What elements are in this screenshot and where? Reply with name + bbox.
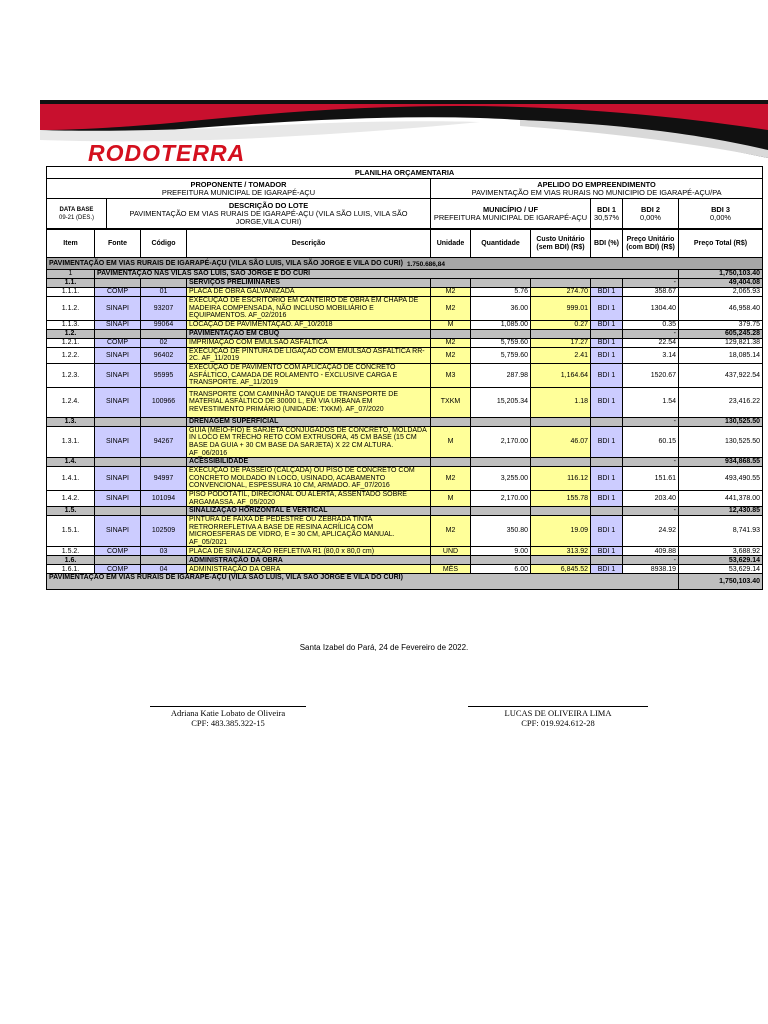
row-preco-total: 53,629.14	[679, 565, 763, 574]
row-fonte: COMP	[95, 565, 141, 574]
row-preco-unit: 0.35	[623, 320, 679, 329]
row-bdi: BDI 1	[591, 516, 623, 547]
proponente-cell: PROPONENTE / TOMADOR PREFEITURA MUNICIPAL DE IGARAPÉ-AÇU	[47, 179, 431, 199]
row-fonte: SINAPI	[95, 426, 141, 457]
row-bdi: BDI 1	[591, 467, 623, 491]
row-item: 1.3.	[47, 417, 95, 426]
row-description: EXECUÇÃO DE ESCRITÓRIO EM CANTEIRO DE OBRA EM CHAPA DE MADEIRA COMPENSADA, NÃO INCLUSO MOBILIÁRIO E EQUIPAMENTOS. AF_02/2016	[187, 297, 431, 321]
row-custo	[531, 417, 591, 426]
row-unidade: M2	[431, 288, 471, 297]
row-fonte	[95, 329, 141, 338]
table-row	[47, 297, 763, 321]
row-total: 12,430.85	[679, 507, 763, 516]
row-unidade: M3	[431, 363, 471, 387]
row-quantidade	[471, 279, 531, 288]
row-fonte: SINAPI	[95, 467, 141, 491]
row-bdi: BDI 1	[591, 338, 623, 347]
place-date: Santa Izabel do Pará, 24 de Fevereiro de 2022.	[299, 643, 469, 652]
row-item: 1.1.3.	[47, 320, 95, 329]
row-unidade	[431, 329, 471, 338]
row-item: 1.3.1.	[47, 426, 95, 457]
row-item: 1.4.2.	[47, 490, 95, 506]
row-codigo: 96402	[141, 347, 187, 363]
row-custo: 999.01	[531, 297, 591, 321]
table-row	[47, 363, 763, 387]
row-preco-unit: 1520.67	[623, 363, 679, 387]
row-unidade: M2	[431, 338, 471, 347]
row-bdi: BDI 1	[591, 347, 623, 363]
row-item: 1.2.4.	[47, 387, 95, 417]
row-fonte	[95, 507, 141, 516]
row-dash: -	[623, 556, 679, 565]
row-total: 49,404.08	[679, 279, 763, 288]
table-row	[47, 547, 763, 556]
row-fonte: SINAPI	[95, 516, 141, 547]
row-quantidade: 350.80	[471, 516, 531, 547]
row-custo: 46.07	[531, 426, 591, 457]
sheet-header	[46, 166, 763, 229]
row-description: PAVIMENTAÇÃO EM CBUQ	[187, 329, 431, 338]
row-item: 1.6.1.	[47, 565, 95, 574]
row-custo: 274.70	[531, 288, 591, 297]
row-preco-unit: 203.40	[623, 490, 679, 506]
row-fonte: SINAPI	[95, 387, 141, 417]
col-fonte: Fonte	[95, 230, 141, 258]
row-preco-unit: 1.54	[623, 387, 679, 417]
row-codigo: 94267	[141, 426, 187, 457]
row-unidade: M2	[431, 516, 471, 547]
bdi3-cell: BDI 3 0,00%	[679, 199, 763, 229]
signature-1-cpf: CPF: 483.385.322-15	[191, 718, 265, 728]
row-description: PLACA DE OBRA GALVANIZADA	[187, 288, 431, 297]
row-codigo: 03	[141, 547, 187, 556]
row-custo	[531, 556, 591, 565]
row-preco-unit: 151.61	[623, 467, 679, 491]
data-base-cell: DATA BASE 09-21 (DES.)	[47, 199, 107, 229]
main-item-row	[47, 270, 763, 279]
row-preco-total: 23,416.22	[679, 387, 763, 417]
row-fonte: SINAPI	[95, 347, 141, 363]
section-row	[47, 279, 763, 288]
table-row	[47, 516, 763, 547]
row-preco-total: 18,085.14	[679, 347, 763, 363]
row-codigo: 02	[141, 338, 187, 347]
company-logo: RODOTERRA	[88, 140, 246, 166]
row-unidade: M2	[431, 347, 471, 363]
row-description: GUIA (MEIO-FIO) E SARJETA CONJUGADOS DE CONCRETO, MOLDADA IN LOCO EM TRECHO RETO COM EXTRUSORA, 45 CM BASE (15 CM BASE DA GUIA + 30 CM BASE DA SARJETA) X 22 CM ALTURA. AF_06/2016	[187, 426, 431, 457]
row-bdi	[591, 329, 623, 338]
row-codigo: 01	[141, 288, 187, 297]
summary-title: PAVIMENTAÇÃO EM VIAS RURAIS DE IGARAPÉ-AÇU (VILA SÃO LUIS, VILA SÃO JORGE E VILA DO CURI)	[47, 574, 679, 590]
signature-2	[468, 706, 648, 728]
col-descricao: Descrição	[187, 230, 431, 258]
row-fonte	[95, 458, 141, 467]
row-total: 53,629.14	[679, 556, 763, 565]
row-dash: -	[623, 279, 679, 288]
row-codigo: 101094	[141, 490, 187, 506]
row-item: 1.5.1.	[47, 516, 95, 547]
row-description: EXECUÇÃO DE PAVIMENTO COM APLICAÇÃO DE CONCRETO ASFÁLTICO, CAMADA DE ROLAMENTO - EXCLUSIVE CARGA E TRANSPORTE. AF_11/2019	[187, 363, 431, 387]
row-bdi	[591, 458, 623, 467]
row-item: 1.5.2.	[47, 547, 95, 556]
table-row	[47, 320, 763, 329]
row-unidade: MÊS	[431, 565, 471, 574]
row-preco-unit: 409.88	[623, 547, 679, 556]
sheet-title: PLANILHA ORÇAMENTARIA	[47, 167, 763, 179]
row-custo: 0.27	[531, 320, 591, 329]
row-description: IMPRIMAÇÃO COM EMULSÃO ASFÁLTICA	[187, 338, 431, 347]
row-description: ACESSIBILIDADE	[187, 458, 431, 467]
row-item: 1.2.3.	[47, 363, 95, 387]
row-codigo	[141, 279, 187, 288]
row-quantidade: 1,085.00	[471, 320, 531, 329]
summary-total: 1,750,103.40	[679, 574, 763, 590]
row-preco-unit: 1304.40	[623, 297, 679, 321]
row-preco-unit: 3.14	[623, 347, 679, 363]
row-item: 1	[47, 270, 95, 279]
row-fonte	[95, 417, 141, 426]
col-item: Item	[47, 230, 95, 258]
row-dash: -	[623, 417, 679, 426]
row-description: EXECUÇÃO DE PINTURA DE LIGAÇÃO COM EMULSÃO ASFÁLTICA RR-2C. AF_11/2019	[187, 347, 431, 363]
row-bdi: BDI 1	[591, 297, 623, 321]
col-quantidade: Quantidade	[471, 230, 531, 258]
row-preco-total: 3,688.92	[679, 547, 763, 556]
row-codigo: 95995	[141, 363, 187, 387]
col-codigo: Código	[141, 230, 187, 258]
row-unidade: M	[431, 320, 471, 329]
row-description: SERVIÇOS PRELIMINARES	[187, 279, 431, 288]
row-description: TRANSPORTE COM CAMINHÃO TANQUE DE TRANSPORTE DE MATERIAL ASFÁLTICO DE 30000 L, EM VIA URBANA EM REVESTIMENTO PRIMÁRIO (UNIDADE: TXKM). AF_07/2020	[187, 387, 431, 417]
bdi2-cell: BDI 2 0,00%	[623, 199, 679, 229]
row-total: 605,245.28	[679, 329, 763, 338]
budget-table	[46, 229, 763, 590]
row-custo	[531, 279, 591, 288]
row-preco-unit: 358.67	[623, 288, 679, 297]
row-unidade	[431, 556, 471, 565]
signature-2-name: LUCAS DE OLIVEIRA LIMA	[504, 708, 612, 718]
group-title: PAVIMENTAÇÃO EM VIAS RURAIS DE IGARAPÉ-AÇU (VILA SÃO LUIS, VILA SÃO JORGE E VILA DO CURI)	[49, 259, 403, 267]
row-unidade	[431, 279, 471, 288]
row-bdi	[591, 556, 623, 565]
budget-sheet	[46, 166, 762, 590]
row-quantidade: 287.98	[471, 363, 531, 387]
row-description: PISO PODOTÁTIL, DIRECIONAL OU ALERTA, ASSENTADO SOBRE ARGAMASSA. AF_05/2020	[187, 490, 431, 506]
row-custo: 1,164.64	[531, 363, 591, 387]
table-row	[47, 490, 763, 506]
row-description: SINALIZAÇÃO HORIZONTAL E VERTICAL	[187, 507, 431, 516]
apelido-cell: APELIDO DO EMPREENDIMENTO PAVIMENTAÇÃO EM VIAS RURAIS NO MUNICIPIO DE IGARAPÉ-AÇU/PA	[431, 179, 763, 199]
row-fonte: COMP	[95, 288, 141, 297]
row-custo	[531, 329, 591, 338]
row-quantidade: 9.00	[471, 547, 531, 556]
row-codigo	[141, 507, 187, 516]
row-unidade: M	[431, 490, 471, 506]
row-quantidade: 3,255.00	[471, 467, 531, 491]
row-quantidade: 5,759.60	[471, 338, 531, 347]
row-codigo: 93207	[141, 297, 187, 321]
row-custo: 155.78	[531, 490, 591, 506]
row-description: PAVIMENTAÇÃO NAS VILAS SÃO LUIS, SÃO JORGE E DO CURI	[95, 270, 679, 279]
row-bdi: BDI 1	[591, 320, 623, 329]
row-quantidade	[471, 507, 531, 516]
row-quantidade	[471, 329, 531, 338]
row-description: DRENAGEM SUPERFICIAL	[187, 417, 431, 426]
row-bdi	[591, 417, 623, 426]
row-quantidade	[471, 458, 531, 467]
row-preco-unit: 8938.19	[623, 565, 679, 574]
group-total: 1.750.686,84	[407, 261, 445, 268]
row-fonte: COMP	[95, 338, 141, 347]
table-row	[47, 426, 763, 457]
row-item: 1.1.1.	[47, 288, 95, 297]
row-description: ADMINISTRAÇÃO DA OBRA	[187, 565, 431, 574]
row-quantidade: 2,170.00	[471, 426, 531, 457]
row-fonte	[95, 556, 141, 565]
col-bdi: BDI (%)	[591, 230, 623, 258]
signature-1-name: Adriana Katie Lobato de Oliveira	[170, 708, 286, 718]
table-row	[47, 565, 763, 574]
row-custo: 1.18	[531, 387, 591, 417]
table-row	[47, 387, 763, 417]
row-unidade	[431, 507, 471, 516]
row-preco-total: 129,821.38	[679, 338, 763, 347]
row-item: 1.1.	[47, 279, 95, 288]
row-unidade	[431, 417, 471, 426]
row-codigo: 04	[141, 565, 187, 574]
row-preco-total: 2,065.93	[679, 288, 763, 297]
section-row	[47, 329, 763, 338]
row-bdi: BDI 1	[591, 426, 623, 457]
col-preco-unit: Preço Unitário (com BDI) (R$)	[623, 230, 679, 258]
column-header-row	[47, 230, 763, 258]
row-custo: 17.27	[531, 338, 591, 347]
row-preco-total: 130,525.50	[679, 426, 763, 457]
row-item: 1.1.2.	[47, 297, 95, 321]
row-preco-total: 8,741.93	[679, 516, 763, 547]
row-description: ADMINISTRAÇÃO DA OBRA	[187, 556, 431, 565]
row-custo: 2.41	[531, 347, 591, 363]
group-row	[47, 258, 763, 270]
section-row	[47, 507, 763, 516]
row-fonte	[95, 279, 141, 288]
row-description: PLACA DE SINALIZAÇÃO REFLETIVA R1 (80,0 x 80,0 cm)	[187, 547, 431, 556]
row-item: 1.2.2.	[47, 347, 95, 363]
row-unidade: UND	[431, 547, 471, 556]
section-row	[47, 458, 763, 467]
row-fonte: SINAPI	[95, 297, 141, 321]
section-row	[47, 556, 763, 565]
row-fonte: SINAPI	[95, 490, 141, 506]
row-bdi	[591, 507, 623, 516]
row-quantidade: 36.00	[471, 297, 531, 321]
row-description: LOCAÇÃO DE PAVIMENTAÇÃO. AF_10/2018	[187, 320, 431, 329]
signature-1	[150, 706, 306, 728]
row-preco-total: 441,378.00	[679, 490, 763, 506]
row-preco-unit: 22.54	[623, 338, 679, 347]
row-custo: 116.12	[531, 467, 591, 491]
row-total: 130,525.50	[679, 417, 763, 426]
table-row	[47, 467, 763, 491]
row-codigo: 100966	[141, 387, 187, 417]
row-preco-unit: 60.15	[623, 426, 679, 457]
row-item: 1.4.1.	[47, 467, 95, 491]
row-item: 1.6.	[47, 556, 95, 565]
row-custo: 19.09	[531, 516, 591, 547]
row-custo: 6,845.52	[531, 565, 591, 574]
row-unidade: M2	[431, 467, 471, 491]
row-dash: -	[623, 458, 679, 467]
row-codigo	[141, 556, 187, 565]
row-preco-total: 493,490.55	[679, 467, 763, 491]
row-dash: -	[623, 329, 679, 338]
row-preco-total: 437,922.54	[679, 363, 763, 387]
row-item: 1.4.	[47, 458, 95, 467]
row-bdi: BDI 1	[591, 547, 623, 556]
row-quantidade: 15,205.34	[471, 387, 531, 417]
row-codigo: 99064	[141, 320, 187, 329]
row-bdi: BDI 1	[591, 387, 623, 417]
summary-row	[47, 574, 763, 590]
row-description: EXECUÇÃO DE PASSEIO (CALÇADA) OU PISO DE CONCRETO COM CONCRETO MOLDADO IN LOCO, USINADO, ACABAMENTO CONVENCIONAL, ESPESSURA 10 CM, ARMADO. AF_07/2016	[187, 467, 431, 491]
section-row	[47, 417, 763, 426]
row-codigo: 102509	[141, 516, 187, 547]
col-preco-total: Preço Total (R$)	[679, 230, 763, 258]
row-bdi: BDI 1	[591, 363, 623, 387]
row-custo	[531, 507, 591, 516]
row-quantidade: 6.00	[471, 565, 531, 574]
row-total: 1,750,103.40	[679, 270, 763, 279]
signature-2-cpf: CPF: 019.924.612-28	[521, 718, 595, 728]
col-unidade: Unidade	[431, 230, 471, 258]
row-description: PINTURA DE FAIXA DE PEDESTRE OU ZEBRADA TINTA RETRORREFLETIVA A BASE DE RESINA ACRÍLICA COM MICROESFERAS DE VIDRO, E = 30 CM, APLICAÇÃO MANUAL. AF_05/2021	[187, 516, 431, 547]
row-quantidade	[471, 556, 531, 565]
row-fonte: SINAPI	[95, 320, 141, 329]
row-unidade: M2	[431, 297, 471, 321]
bdi1-cell: BDI 1 30,57%	[591, 199, 623, 229]
row-quantidade: 5.76	[471, 288, 531, 297]
row-preco-unit: 24.92	[623, 516, 679, 547]
col-custo: Custo Unitário (sem BDI) (R$)	[531, 230, 591, 258]
row-bdi: BDI 1	[591, 565, 623, 574]
row-preco-total: 46,958.40	[679, 297, 763, 321]
row-bdi	[591, 279, 623, 288]
row-quantidade: 5,759.60	[471, 347, 531, 363]
row-item: 1.2.1.	[47, 338, 95, 347]
row-bdi: BDI 1	[591, 490, 623, 506]
row-dash: -	[623, 507, 679, 516]
row-item: 1.2.	[47, 329, 95, 338]
row-codigo	[141, 417, 187, 426]
lote-cell: DESCRIÇÃO DO LOTE PAVIMENTAÇÃO EM VIAS RURAIS DE IGARAPÉ-AÇU (VILA SÃO LUIS, VILA SÃO JORGE,VILA CURI)	[107, 199, 431, 229]
row-preco-total: 379.75	[679, 320, 763, 329]
row-unidade: M	[431, 426, 471, 457]
table-row	[47, 347, 763, 363]
table-row	[47, 288, 763, 297]
row-custo: 313.92	[531, 547, 591, 556]
municipio-cell: MUNICÍPIO / UF PREFEITURA MUNICIPAL DE IGARAPÉ-AÇU	[431, 199, 591, 229]
row-quantidade	[471, 417, 531, 426]
row-codigo: 94997	[141, 467, 187, 491]
row-codigo	[141, 458, 187, 467]
row-unidade	[431, 458, 471, 467]
row-bdi: BDI 1	[591, 288, 623, 297]
row-total: 934,868.55	[679, 458, 763, 467]
table-row	[47, 338, 763, 347]
row-quantidade: 2,170.00	[471, 490, 531, 506]
row-custo	[531, 458, 591, 467]
row-item: 1.5.	[47, 507, 95, 516]
row-unidade: TXKM	[431, 387, 471, 417]
row-codigo	[141, 329, 187, 338]
row-fonte: COMP	[95, 547, 141, 556]
row-fonte: SINAPI	[95, 363, 141, 387]
